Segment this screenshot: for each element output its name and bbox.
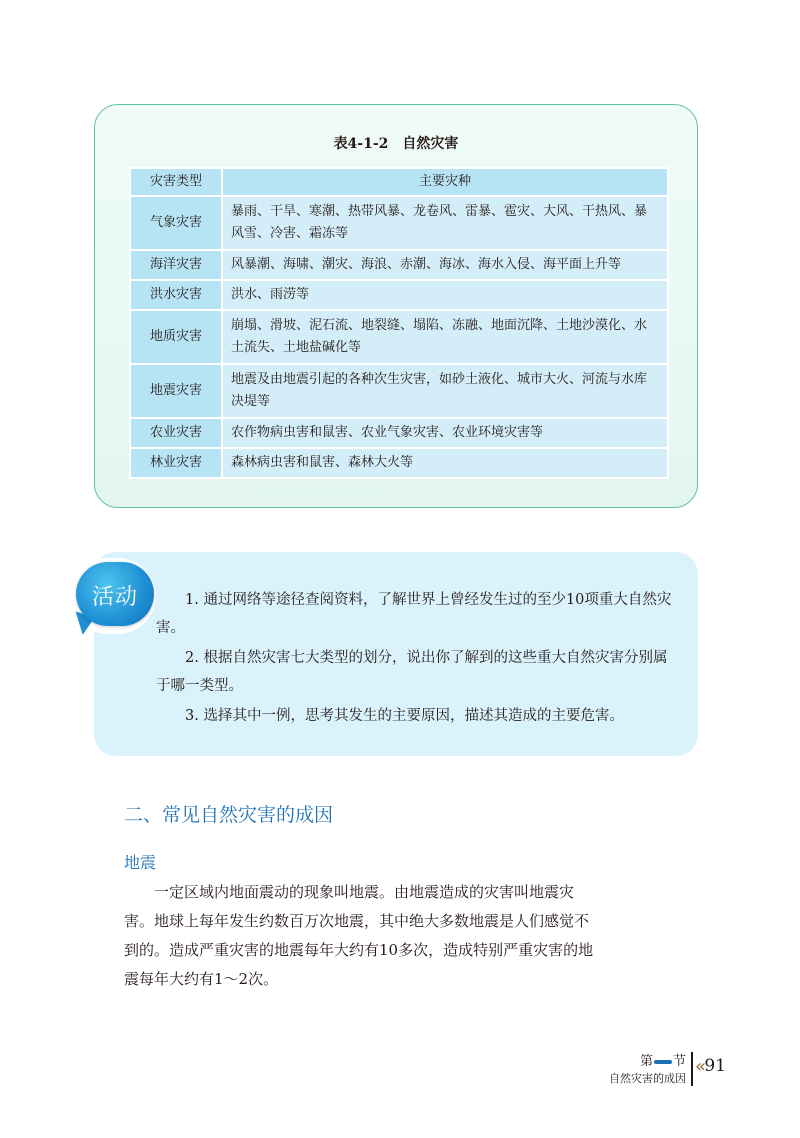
body-paragraph: 一定区域内地面震动的现象叫地震。由地震造成的灾害叫地震灾害。地球上每年发生约数百万次地震，其中绝大多数地震是人们感觉不到的。造成严重灾害的地震每年大约有10多次，造成特别严重灾害的地震每年大约有1～2次。 (124, 883, 594, 988)
row-type: 农业灾害 (130, 418, 222, 448)
activity-item: 2. 根据自然灾害七大类型的划分，说出你了解到的这些重大自然灾害分别属于哪一类型。 (156, 650, 668, 694)
table-caption: 表4-1-2 自然灾害 (333, 136, 459, 152)
footer-section-prefix: 第 (639, 1054, 653, 1069)
activity-item: 1. 通过网络等途径查阅资料，了解世界上曾经发生过的至少10项重大自然灾害。 (156, 592, 672, 636)
row-type: 林业灾害 (130, 448, 222, 478)
row-main: 崩塌、滑坡、泥石流、地裂缝、塌陷、冻融、地面沉降、土地沙漠化、水土流失、土地盐碱化等 (222, 310, 668, 364)
row-main: 农作物病虫害和鼠害、农业气象灾害、农业环境灾害等 (222, 418, 668, 448)
page-number: 91 (704, 1056, 726, 1076)
footer-section-label (640, 1050, 686, 1069)
header-disaster-type: 灾害类型 (130, 168, 222, 196)
section-title: 二、常见自然灾害的成因 (124, 804, 334, 826)
table-row (130, 280, 668, 310)
header-main-disasters: 主要灾种 (222, 168, 668, 196)
footer-divider (691, 1052, 693, 1086)
row-type: 海洋灾害 (130, 250, 222, 280)
subsection-title: 地震 (124, 853, 157, 872)
row-main: 风暴潮、海啸、潮灾、海浪、赤潮、海冰、海水入侵、海平面上升等 (222, 250, 668, 280)
row-type: 洪水灾害 (130, 280, 222, 310)
table-row (130, 196, 668, 250)
activity-label: 活动 (91, 585, 138, 610)
activity-item: 3. 选择其中一例，思考其发生的主要原因，描述其造成的主要危害。 (185, 708, 624, 724)
row-type: 地质灾害 (130, 310, 222, 364)
row-main: 地震及由地震引起的各种次生灾害，如砂土液化、城市大火、河流与水库决堤等 (222, 364, 668, 418)
table-row (130, 310, 668, 364)
double-chevron-left-icon: « (694, 1056, 706, 1077)
activity-text (156, 586, 676, 732)
row-main: 森林病虫害和鼠害、森林大火等 (222, 448, 668, 478)
disaster-table (129, 167, 669, 479)
table-box (94, 104, 698, 508)
footer-section-suffix: 节 (672, 1054, 686, 1069)
row-main: 洪水、雨涝等 (222, 280, 668, 310)
footer-section-name: 自然灾害的成因 (609, 1072, 686, 1085)
table-row (130, 364, 668, 418)
section-one-mark-icon (654, 1060, 672, 1064)
table-row (130, 250, 668, 280)
row-main: 暴雨、干旱、寒潮、热带风暴、龙卷风、雷暴、雹灾、大风、干热风、暴风雪、冷害、霜冻等 (222, 196, 668, 250)
table-header-row (130, 168, 668, 196)
row-type: 气象灾害 (130, 196, 222, 250)
table-row (130, 418, 668, 448)
row-type: 地震灾害 (130, 364, 222, 418)
activity-badge (70, 556, 162, 634)
table-row (130, 448, 668, 478)
